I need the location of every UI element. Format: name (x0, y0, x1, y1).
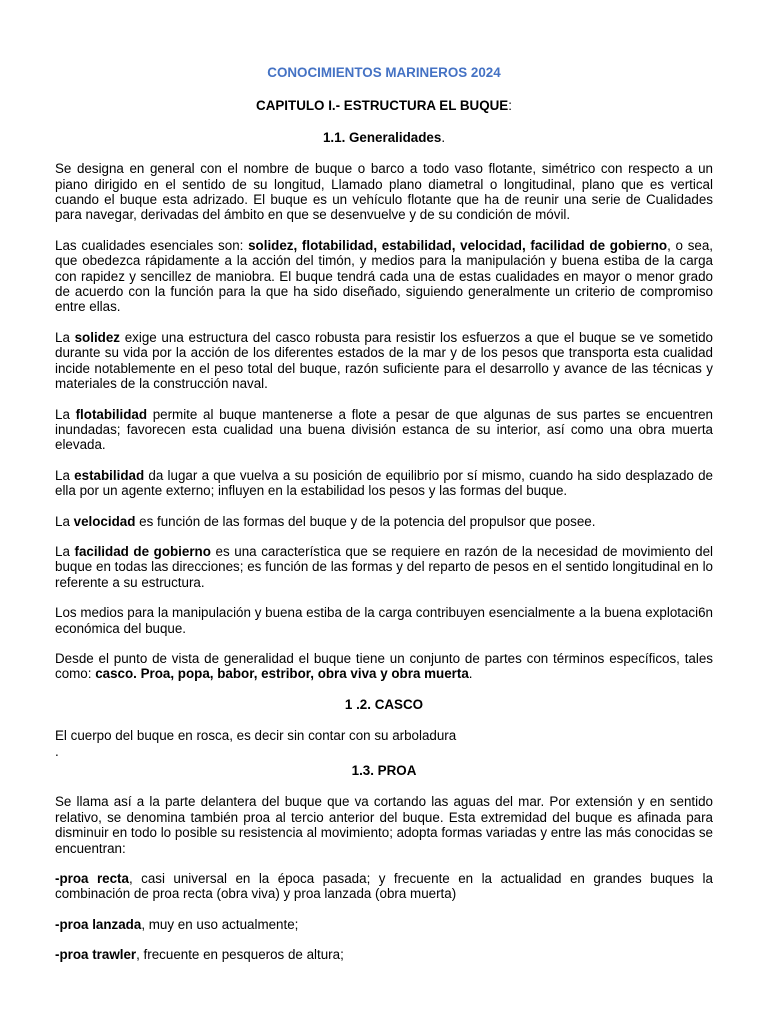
paragraph: Los medios para la manipulación y buena estiba de la carga contribuyen esencialmente a la buena explotaci6n económica del buque. (55, 605, 713, 636)
text: es función de las formas del buque y de la potencia del propulsor que posee. (135, 513, 596, 529)
text: permite al buque mantenerse a flote a pesar de que algunas de sus partes se encuentren inundadas; favorecen esta cualidad una buena división estanca de su interior, así como una obra muerta elevada. (55, 406, 713, 453)
text: La (55, 329, 75, 345)
bold-text: -proa recta (55, 871, 129, 887)
paragraph (55, 871, 713, 902)
bold-text: estabilidad (74, 467, 145, 483)
paragraph (55, 514, 713, 529)
bold-text: solidez, flotabilidad, estabilidad, velocidad, facilidad de gobierno (248, 237, 668, 253)
text: Desde el punto de vista de generalidad el buque tiene un conjunto de partes con términos específicos, tales como: (55, 650, 713, 682)
bold-text: -proa trawler (55, 947, 137, 963)
text: La (55, 406, 76, 422)
paragraph (55, 917, 713, 932)
text: La (55, 467, 75, 483)
section-heading-proa: 1.3. PROA (351, 763, 417, 778)
text: , casi universal en la época pasada; y frecuente en la actualidad en grandes buques la combinación de proa recta (obra viva) y proa lanzada (obra muerta) (55, 871, 713, 902)
bold-text: facilidad de gobierno (74, 543, 211, 559)
paragraph (55, 544, 713, 590)
text: , frecuente en pesqueros de altura; (136, 947, 344, 963)
paragraph (55, 238, 713, 315)
bold-text: solidez (74, 329, 120, 345)
bold-text: velocidad (73, 513, 136, 529)
bold-text: flotabilidad (75, 406, 148, 422)
text: . (468, 666, 473, 682)
text: . (55, 743, 59, 759)
chapter-title: CAPITULO I.- ESTRUCTURA EL BUQUE (256, 98, 509, 114)
bold-text: casco. Proa, popa, babor, estribor, obra viva y obra muerta (95, 666, 469, 682)
paragraph (55, 468, 713, 499)
text: exige una estructura del casco robusta para resistir los esfuerzos a que el buque se ve sometido durante su vida por la acción de los diferentes estados de la mar y de los pesos que transporta esta cualidad incide notablemente en el peso total del buque, razón suficiente para el desarrollo y avance de las técnicas y materiales de la construcción naval. (55, 329, 713, 392)
text: , o sea, que obedezca rápidamente a la acción del timón, y medios para la manipulación y buena estiba de la carga con rapidez y sencillez de maniobra. El buque tendrá cada una de estas cualidades en mayor o menor grado de acuerdo con la función para la que ha sido diseñado, siguiendo generalmente un criterio de compromiso entre ellas. (55, 237, 714, 315)
section-suffix: . (441, 129, 446, 145)
section-heading-casco: 1 .2. CASCO (344, 696, 424, 712)
text: es una característica que se requiere en razón de la necesidad de movimiento del buque en todas las direcciones; es función de las formas y del reparto de pesos en el sentido longitudinal en lo referente a su estructura. (55, 543, 713, 590)
paragraph (55, 947, 713, 962)
paragraph (55, 330, 713, 392)
paragraph: Se llama así a la parte delantera del buque que va cortando las aguas del mar. Por extensión y en sentido relativo, se denomina también proa al tercio anterior del buque. Esta extremidad del buque es afinada para disminuir en todo lo posible su resistencia al movimiento; adopta formas variadas y entre las más conocidas se encuentran: (55, 794, 713, 856)
paragraph (55, 651, 713, 682)
text: da lugar a que vuelva a su posición de equilibrio por sí mismo, cuando ha sido desplazado de ella por un agente externo; influyen en la estabilidad los pesos y las formas del buque. (55, 467, 713, 499)
document-title: CONOCIMIENTOS MARINEROS 2024 (267, 65, 501, 80)
section-heading-generalidades (55, 130, 713, 145)
bold-text: -proa lanzada (55, 916, 142, 932)
text: La (55, 513, 74, 529)
text: La (55, 543, 75, 559)
paragraph (55, 407, 713, 453)
document-page (55, 60, 713, 978)
paragraph: Se designa en general con el nombre de buque o barco a todo vaso flotante, simétrico con respecto a un piano dirigido en el sentido de su longitud, Llamado plano diametral o longitudinal, plano que es vertical cuando el buque esta adrizado. El buque es un vehículo flotante que ha de reunir una serie de Cualidades para navegar, derivadas del ámbito en que se desenvuelve y de su condición de móvil. (55, 161, 713, 223)
paragraph (55, 728, 713, 759)
section-title: 1.1. Generalidades (322, 129, 442, 145)
chapter-suffix: : (508, 98, 512, 114)
text: Las cualidades esenciales son: (55, 237, 249, 253)
text: , muy en uso actualmente; (141, 916, 299, 932)
chapter-heading (55, 98, 713, 113)
text: El cuerpo del buque en rosca, es decir sin contar con su arboladura (55, 728, 457, 744)
